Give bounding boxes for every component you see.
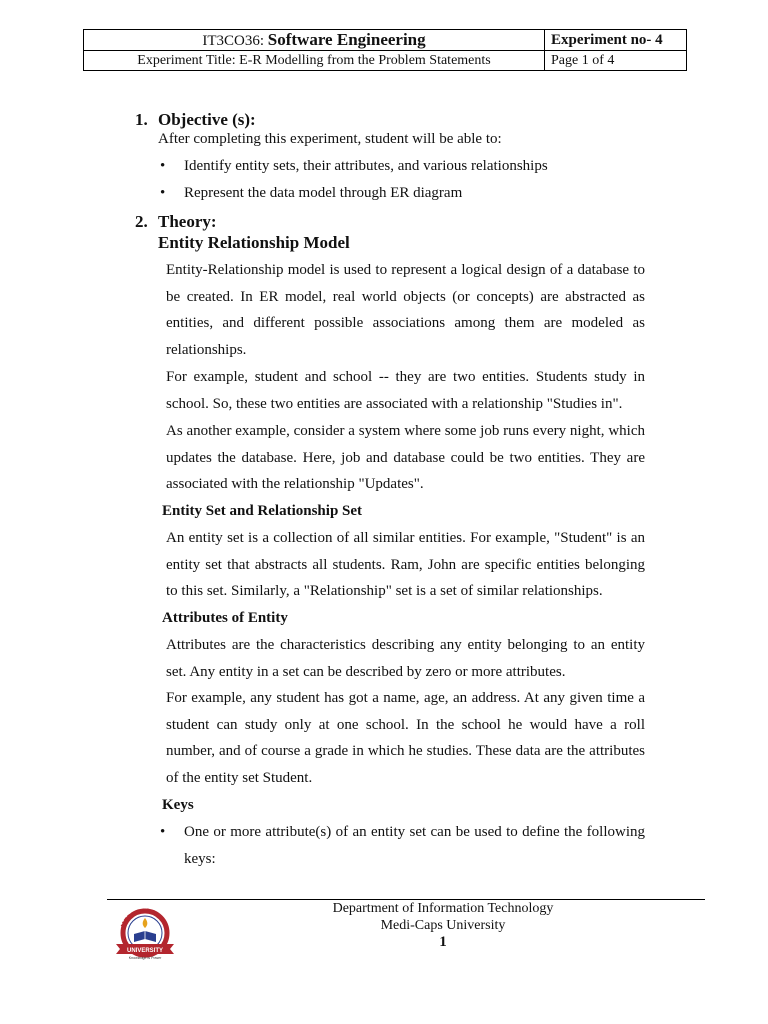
attributes-heading: Attributes of Entity [162, 610, 288, 626]
footer-department: Department of Information Technology [332, 901, 554, 916]
attributes-paragraph: For example, any student has got a name, age, an address. At any given time a student can study only at one school. In the school he would have a roll number, and of course a grade in which he studies. These data are the attributes of the entity set Student. [166, 690, 645, 787]
logo-banner-text: UNIVERSITY [126, 948, 164, 954]
footer-divider [107, 899, 705, 900]
objective-intro: After completing this experiment, student will be able to: [158, 131, 502, 147]
header-row-2 [84, 50, 686, 70]
logo-tagline: Knowledge is Power [128, 956, 162, 960]
er-model-subheading: Entity Relationship Model [158, 233, 350, 252]
footer-university: Medi-Caps University [380, 918, 506, 933]
course-name: Software Engineering [267, 30, 426, 49]
er-paragraph: For example, student and school -- they are two entities. Students study in school. So, these two entities are associated with a relationship "Studies in". [166, 369, 645, 412]
objective-bullet-text: Represent the data model through ER diagram [184, 185, 463, 201]
entity-set-paragraph: An entity set is a collection of all similar entities. For example, "Student" is an entity set that abstracts all students. Ram, John are specific entities belonging to this set. Similarly, a "Relationship" set is a set of similar relationships. [166, 530, 645, 600]
header-table [83, 29, 687, 71]
keys-bullet-text: One or more attribute(s) of an entity set can be used to define the following keys: [184, 824, 645, 867]
bullet-icon: • [160, 158, 166, 174]
entity-set-heading: Entity Set and Relationship Set [162, 503, 363, 519]
theory-heading [135, 212, 217, 232]
keys-heading: Keys [162, 797, 194, 813]
theory-number: 2. [135, 212, 148, 231]
page-indicator: Page 1 of 4 [551, 53, 615, 68]
objective-heading [135, 110, 256, 130]
er-paragraph: Entity-Relationship model is used to represent a logical design of a database to be created. In ER model, real world objects (or concepts) are abstracted as entities, and different possible associations among them are modeled as relationships. [166, 262, 645, 359]
page-number: 1 [439, 934, 447, 950]
objective-number: 1. [135, 110, 148, 129]
bullet-icon: • [160, 824, 166, 840]
theory-title: Theory: [158, 212, 217, 231]
university-logo-icon [110, 904, 180, 960]
attributes-paragraph: Attributes are the characteristics describing any entity belonging to an entity set. Any entity in a set can be described by zero or more attributes. [166, 637, 645, 680]
course-cell [84, 30, 545, 50]
university-logo [110, 904, 180, 960]
er-paragraph: As another example, consider a system where some job runs every night, which updates the database. Here, job and database could be two entities. They are associated with the relationship "Updates". [166, 423, 645, 493]
logo-top-text: MEDI-CAPS [120, 907, 157, 929]
keys-bullet [158, 819, 645, 872]
objective-title: Objective (s): [158, 110, 256, 129]
objective-bullet-text: Identify entity sets, their attributes, and various relationships [184, 158, 548, 174]
course-code: IT3CO36: [202, 33, 268, 49]
bullet-icon: • [160, 185, 166, 201]
experiment-number: Experiment no- 4 [551, 32, 663, 48]
header-row-1 [84, 30, 686, 50]
experiment-title: Experiment Title: E-R Modelling from the Problem Statements [84, 51, 545, 70]
